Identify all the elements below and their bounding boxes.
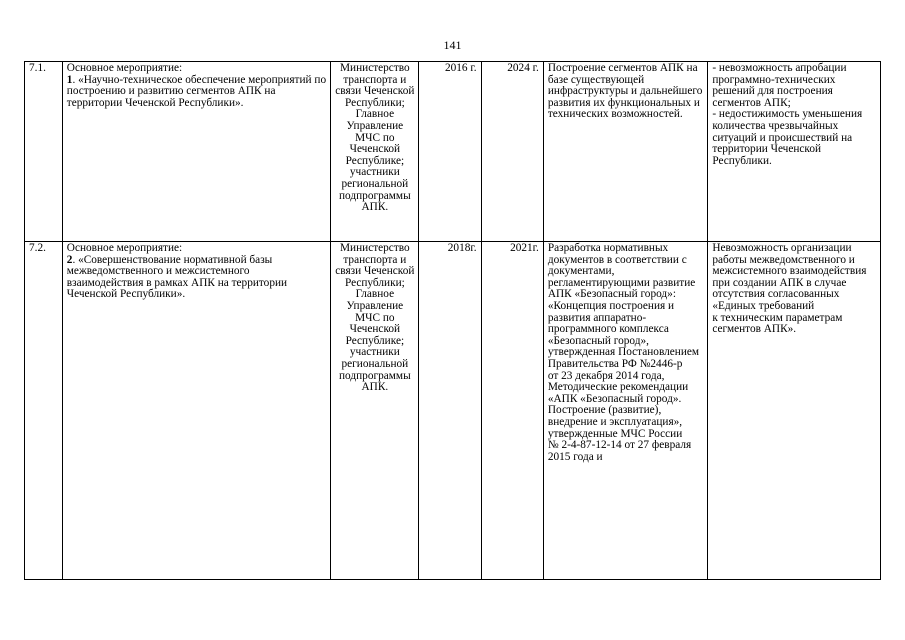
activity-text: . «Научно-техническое обеспечение мероприятий по построению и развитию сегментов АПК на территории Чеченской Республики». [66, 73, 327, 109]
activity-label: Основное мероприятие: [66, 62, 183, 74]
activity-cell [62, 242, 331, 580]
page-number: 141 [443, 38, 462, 52]
risk-line: - невозможность апробации программно-технических решений для построения сегментов АПК; [712, 62, 847, 109]
end-year: 2024 г. [481, 62, 543, 242]
activity-index: 2 [66, 253, 73, 266]
risk-line: - недостижимость уменьшения количества чрезвычайных ситуаций и происшествий на территории Чеченской Республики. [712, 108, 863, 167]
activity-label: Основное мероприятие: [66, 242, 183, 254]
activity-index: 1 [66, 73, 73, 86]
table-row [25, 242, 881, 580]
risk-line: к техническим параметрам сегментов АПК». [712, 311, 843, 336]
responsible-cell: Министерство транспорта и связи Чеченской Республики; Главное Управление МЧС по Чеченской Республике; участники региональной подпрограммы АПК. [331, 242, 419, 580]
start-year: 2016 г. [419, 62, 481, 242]
activity-text: . «Совершенствование нормативной базы межведомственного и межсистемного взаимодействия в рамках АПК на территории Чеченской Республики». [66, 253, 288, 301]
result-cell: Построение сегментов АПК на базе существующей инфраструктуры и дальнейшего развития их функциональных и технических возможностей. [543, 62, 707, 242]
risk-cell [708, 62, 881, 242]
responsible-cell: Министерство транспорта и связи Чеченской Республики; Главное Управление МЧС по Чеченской Республике; участники региональной подпрограммы АПК. [331, 62, 419, 242]
row-number: 7.1. [25, 62, 63, 242]
result-line: Разработка нормативных документов в соответствии с документами, регламентирующими развитие АПК «Безопасный город»: [547, 242, 696, 301]
result-line: № 2-4-87-12-14 от 27 февраля 2015 года и [547, 439, 692, 463]
row-number: 7.2. [25, 242, 63, 580]
activity-cell [62, 62, 331, 242]
risk-line: Невозможность организации работы межведомственного и межсистемного взаимодействия при создании АПК в случае отсутствия согласованных «Единых требований [712, 242, 867, 312]
measures-table [24, 61, 881, 580]
result-line: от 23 декабря 2014 года, Методические рекомендации «АПК «Безопасный город». Построение (развитие), внедрение и эксплуатация», утвержденные МЧС России [547, 369, 689, 440]
result-cell [543, 242, 707, 580]
risk-cell [708, 242, 881, 580]
result-line: «Концепция построения и развития аппаратно-программного комплекса «Безопасный город», утвержденная Постановлением Правительства РФ №2446-р [547, 299, 700, 370]
end-year: 2021г. [481, 242, 543, 580]
table-row [25, 62, 881, 242]
start-year: 2018г. [419, 242, 481, 580]
